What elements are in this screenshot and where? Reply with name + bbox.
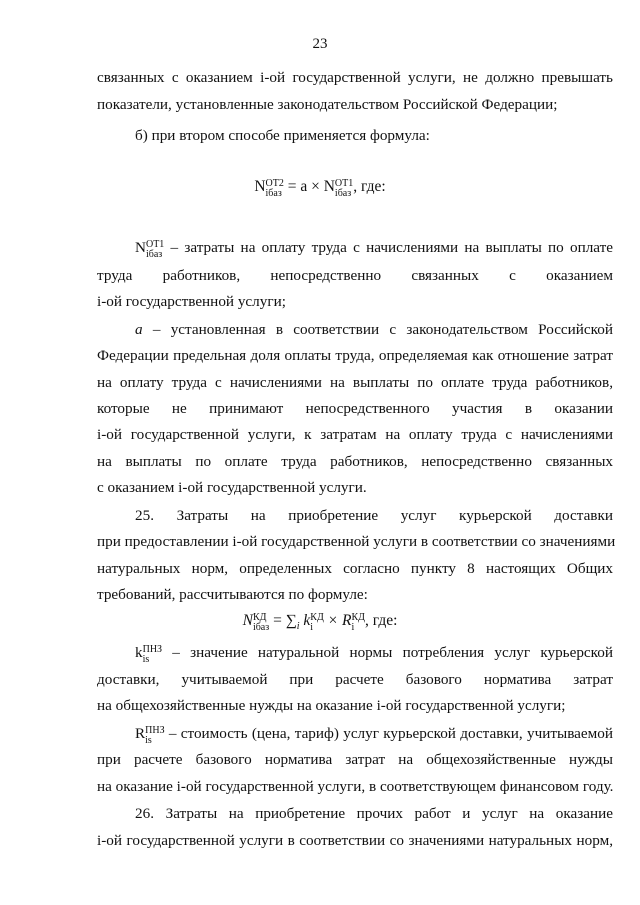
text-line: связанных с оказанием i-ой государственной услуги, не должно превышать [97, 69, 613, 86]
text-line: i-ой государственной услуги, к затратам на оплату труда с начислениями [97, 426, 613, 443]
page-number: 23 [312, 36, 328, 52]
text-line: требований, рассчитываются по формуле: [97, 586, 368, 603]
text-line: с оказанием i-ой государственной услуги. [97, 479, 367, 496]
text-line: натуральных норм, определенных согласно пункту 8 настоящих Общих [97, 560, 613, 577]
text-line: i-ой государственной услуги в соответствии со значениями натуральных норм, [97, 832, 613, 849]
text-line: которые не принимают непосредственного участия в оказании [97, 400, 613, 417]
definition-r-line: R ПНЗ is – стоимость (цена, тариф) услуг курьерской доставки, учитываемой [135, 725, 613, 746]
text-line: на выплаты по оплате труда работников, непосредственно связанных [97, 453, 613, 470]
text-line: i-ой государственной услуги; [97, 293, 286, 310]
text-line: труда работников, непосредственно связанных с оказанием [97, 267, 613, 284]
item-26-line: 26. Затраты на приобретение прочих работ и услуг на оказание [135, 805, 613, 822]
definition-a-line: a – установленная в соответствии с законодательством Российской [135, 321, 614, 338]
text-line: на общехозяйственные нужды на оказание i-ой государственной услуги; [97, 697, 566, 714]
text-line: на оплату труда с начислениями на выплаты по оплате труда работников, [97, 374, 613, 391]
definition-n-line: N ОТ1 iбаз – затраты на оплату труда с начислениями на выплаты по оплате [135, 239, 613, 260]
text-line: доставки, учитываемой при расчете базового норматива затрат [97, 671, 613, 688]
formula-2: N КД iбаз = $\sum_i$ k КД i × R КД i , где: [242, 612, 398, 633]
text-line: при расчете базового норматива затрат на общехозяйственные нужды [97, 751, 613, 768]
text-line: при предоставлении i-ой государственной услуги в соответствии со значениями [97, 533, 616, 550]
formula-1: N ОТ2 iбаз = a × N ОТ1 iбаз , где: [254, 178, 386, 199]
text-line: б) при втором способе применяется формула: [135, 127, 430, 144]
text-line: Федерации предельная доля оплаты труда, определяемая как отношение затрат [97, 347, 613, 364]
item-25-line: 25. Затраты на приобретение услуг курьерской доставки [135, 507, 613, 524]
text-line: показатели, установленные законодательством Российской Федерации; [97, 96, 558, 113]
text-line: на оказание i-ой государственной услуги, в соответствующем финансовом году. [97, 778, 614, 795]
definition-k-line: k ПНЗ is – значение натуральной нормы потребления услуг курьерской [135, 644, 614, 665]
